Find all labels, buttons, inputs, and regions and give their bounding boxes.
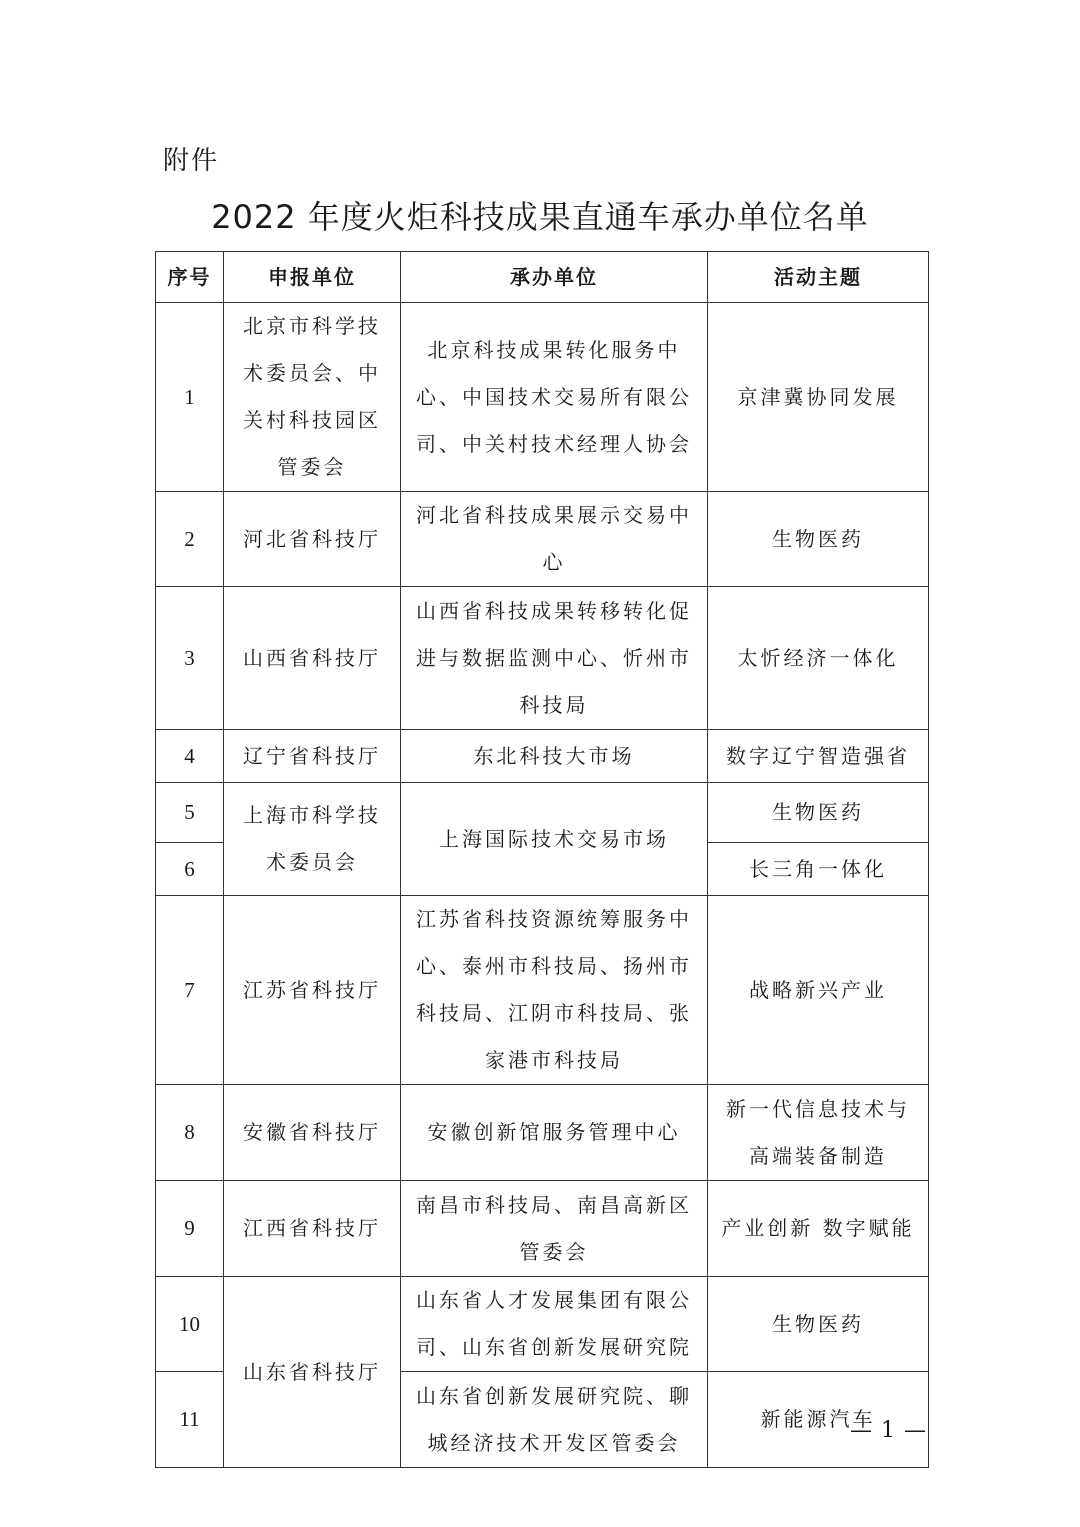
row-theme: 战略新兴产业	[708, 896, 929, 1085]
table-row	[156, 303, 929, 492]
row-applicant: 山东省科技厅	[224, 1277, 401, 1468]
row-applicant: 江苏省科技厅	[224, 896, 401, 1085]
row-theme: 京津冀协同发展	[708, 303, 929, 492]
row-organizer: 东北科技大市场	[401, 730, 708, 783]
row-theme: 生物医药	[708, 492, 929, 587]
organizer-table	[155, 251, 929, 1468]
row-no: 9	[156, 1181, 224, 1277]
row-no: 3	[156, 587, 224, 730]
row-organizer: 山东省人才发展集团有限公司、山东省创新发展研究院	[401, 1277, 708, 1372]
row-no: 8	[156, 1085, 224, 1181]
row-organizer: 山东省创新发展研究院、聊城经济技术开发区管委会	[401, 1372, 708, 1468]
row-theme: 太忻经济一体化	[708, 587, 929, 730]
row-applicant: 上海市科学技术委员会	[224, 783, 401, 896]
row-organizer: 南昌市科技局、南昌高新区管委会	[401, 1181, 708, 1277]
row-no: 2	[156, 492, 224, 587]
row-organizer: 安徽创新馆服务管理中心	[401, 1085, 708, 1181]
row-organizer: 江苏省科技资源统筹服务中心、泰州市科技局、扬州市科技局、江阴市科技局、张家港市科技局	[401, 896, 708, 1085]
table-row	[156, 1277, 929, 1372]
row-organizer: 山西省科技成果转移转化促进与数据监测中心、忻州市科技局	[401, 587, 708, 730]
header-no: 序号	[156, 252, 224, 303]
row-theme: 长三角一体化	[708, 843, 929, 896]
row-organizer: 上海国际技术交易市场	[401, 783, 708, 896]
table-row	[156, 1181, 929, 1277]
row-theme: 数字辽宁智造强省	[708, 730, 929, 783]
row-applicant: 山西省科技厅	[224, 587, 401, 730]
table-row	[156, 587, 929, 730]
table-row	[156, 1085, 929, 1181]
header-organizer: 承办单位	[401, 252, 708, 303]
row-no: 11	[156, 1372, 224, 1468]
row-organizer: 河北省科技成果展示交易中心	[401, 492, 708, 587]
row-no: 4	[156, 730, 224, 783]
table-row	[156, 730, 929, 783]
row-no: 5	[156, 783, 224, 843]
table-row	[156, 783, 929, 843]
row-no: 7	[156, 896, 224, 1085]
row-organizer: 北京科技成果转化服务中心、中国技术交易所有限公司、中关村技术经理人协会	[401, 303, 708, 492]
header-theme: 活动主题	[708, 252, 929, 303]
row-applicant: 江西省科技厅	[224, 1181, 401, 1277]
table-row	[156, 492, 929, 587]
row-theme: 生物医药	[708, 1277, 929, 1372]
row-no: 10	[156, 1277, 224, 1372]
row-theme: 新一代信息技术与高端装备制造	[708, 1085, 929, 1181]
header-applicant: 申报单位	[224, 252, 401, 303]
row-applicant: 辽宁省科技厅	[224, 730, 401, 783]
table-header-row	[156, 252, 929, 303]
row-applicant: 河北省科技厅	[224, 492, 401, 587]
row-theme: 生物医药	[708, 783, 929, 843]
page-number: — 1 —	[850, 1418, 927, 1443]
row-applicant: 安徽省科技厅	[224, 1085, 401, 1181]
document-title: 2022 年度火炬科技成果直通车承办单位名单	[211, 198, 869, 236]
attachment-label: 附件	[163, 146, 220, 176]
row-applicant: 北京市科学技术委员会、中关村科技园区管委会	[224, 303, 401, 492]
row-theme: 产业创新 数字赋能	[708, 1181, 929, 1277]
row-no: 1	[156, 303, 224, 492]
table-row	[156, 896, 929, 1085]
row-theme: 新能源汽车	[708, 1372, 929, 1468]
row-no: 6	[156, 843, 224, 896]
